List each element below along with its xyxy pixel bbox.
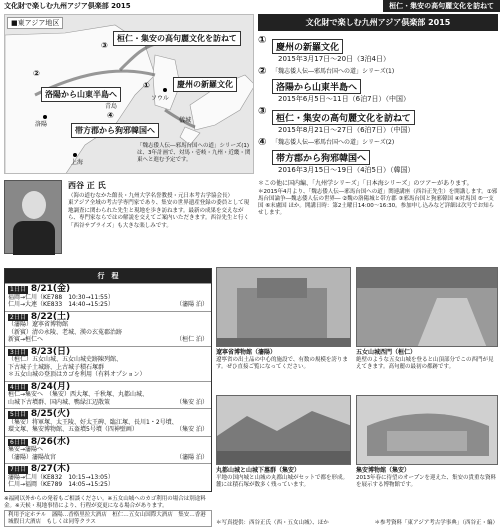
program-title: 洛陽から山東半島へ — [272, 79, 361, 94]
guide-name: 西谷 正 氏 — [68, 181, 106, 190]
caption-wandu-mountain-city — [216, 467, 351, 489]
program-list — [258, 35, 498, 175]
day-line: 仁川→福岡（KE789 14:05→15:25） — [8, 481, 114, 488]
map-label-daifang: 帯方郡から狗邪韓国へ — [71, 123, 159, 138]
top-bar — [0, 0, 500, 12]
day-stay: （桓仁 泊） — [176, 336, 208, 343]
caption-liaoning-museum — [216, 349, 351, 371]
program-date: 2015年6月5日〜11日（6泊7日）（中国） — [278, 95, 411, 103]
itinerary-day — [5, 311, 211, 346]
map-label-goguryeo: 桓仁・集安の高句麗文化を訪ねて — [113, 31, 241, 46]
program-number: ③ — [258, 106, 267, 117]
place-yusong: 儀城 — [179, 117, 192, 124]
day-date: 8/25(火) — [30, 409, 71, 419]
day-badge: 6日目 — [10, 438, 26, 446]
day-line: 新賓→桓仁へ — [8, 336, 44, 343]
footnotes — [216, 518, 498, 526]
day-line: （集安）将軍塚、太王陵、好太王碑、臨江塚、長川1・2号墳、 — [8, 418, 178, 426]
map-num-2: ② — [33, 69, 40, 78]
day-stay: （瀋陽 泊） — [176, 301, 208, 308]
caption-title: 五女山城西門（桓仁） — [356, 349, 417, 356]
program-item — [258, 66, 498, 104]
day-line: 集安→瀋陽へ — [8, 446, 44, 453]
caption-text: 平地の国内城と山城の丸都山城がセットで都を形成。麓には積石塚が数多く残っています。 — [216, 475, 349, 488]
itinerary-day — [5, 346, 211, 381]
day-line: 山城下古墳群、国内城、鴨緑江辺散策 — [8, 398, 111, 406]
program-date: 2016年3月15日〜19日（4泊5日）（韓国） — [278, 166, 415, 174]
day-badge: 2日目 — [10, 313, 26, 321]
day-stay: （瀋陽 泊） — [176, 453, 208, 461]
program-item — [258, 35, 498, 64]
tour-title-banner: 桓仁・集安の高句麗文化を訪ねて — [383, 0, 500, 12]
caption-text: 2013年春に待望のオープンを迎えた、集安の貴重な資料を展示する博物館です。 — [356, 475, 497, 488]
day-line: （瀋陽）遼寧省博物館 — [8, 321, 69, 328]
day-line: （瀋陽）瀋陽故宮 — [8, 453, 57, 461]
itinerary-table — [4, 268, 212, 492]
itinerary-header: 行 程 — [5, 269, 211, 283]
program-series: 「魏志倭人伝―邪馬台国への道」シリーズ(1) — [272, 68, 395, 75]
map-num-3: ③ — [101, 41, 108, 50]
place-shanghai: 上海 — [71, 159, 84, 166]
caption-wunu-west-gate — [356, 349, 498, 371]
itinerary-day — [5, 283, 211, 311]
map-label-luoyang: 洛陽から山東半島へ — [41, 87, 121, 102]
hotel-info: 利用予定ホテル 瀋陽…香格里拉大酒店 桓仁…五女山国際大酒店 集安…香港城假日大酒店 もしくは同等クラス — [4, 510, 212, 527]
reference-note: ＊参考資料「東アジア考古学事典」（西谷正・編） — [374, 520, 498, 526]
day-date: 8/24(月) — [30, 381, 71, 392]
day-date: 8/26(水) — [30, 436, 71, 447]
itinerary-day — [5, 436, 211, 464]
photo-wunu-west-gate — [356, 267, 498, 347]
guide-photo — [4, 180, 62, 254]
caption-title: 丸都山城と山城下墓群（集安） — [216, 467, 301, 474]
itinerary-notes: ※福岡以外からの発着もご相談ください。※五女山城へのカゴ利用の場合は別途料金。※天候・現地事情により、行程が変更になる場合があります。 — [4, 496, 206, 509]
program-date: 2015年3月17日〜20日（3泊4日） — [278, 55, 390, 63]
itinerary-day — [5, 408, 211, 436]
program-title: 慶州の新羅文化 — [272, 39, 343, 54]
program-date: 2015年8月21日〜27日（6泊7日）（中国） — [278, 126, 415, 134]
guide-profile — [4, 180, 254, 266]
day-date: 8/21(金) — [30, 284, 71, 294]
east-asia-map — [4, 14, 254, 174]
map-note: 「魏志倭人伝―邪馬台国への道」シリーズ(1)は、3年計画で、対馬・壱岐・九州・近畿・関東へと進む予定です。 — [137, 143, 251, 163]
program-title: 桓仁・集安の高句麗文化を訪ねて — [272, 110, 415, 125]
day-badge: 3日目 — [10, 348, 26, 356]
program-note: ＊この他に国内編、「九州学シリーズ」「日本海シリーズ」のツアーがあります。 — [258, 180, 473, 187]
program-item — [258, 106, 498, 135]
program-number: ② — [258, 66, 267, 77]
photo-jian-museum — [356, 395, 498, 465]
caption-title: 遼寧省博物館（瀋陽） — [216, 349, 277, 356]
guide-description: 東アジア全域の考古学専門家であり、集安の世界遺産登録の委員として現地調査に関わられた先生と現地を歩き訪ねます。最新の成果を交えながら、専門家ならではの解説を交えてご案内いただきます。西谷先生と行く「西谷サプライズ」も大きな楽しみです。 — [68, 200, 250, 229]
place-seoul: ソウル — [151, 95, 169, 102]
caption-jian-museum — [356, 467, 498, 489]
itinerary-day — [5, 463, 211, 491]
day-badge: 5日目 — [10, 411, 26, 418]
program-number: ① — [258, 35, 267, 46]
caption-title: 集安博物館（集安） — [356, 467, 411, 474]
series-title: 文化財で楽しむ九州アジア倶楽部 2015 — [4, 2, 131, 10]
program-title: 帯方郡から狗邪韓国へ — [272, 150, 370, 165]
program-number: ④ — [258, 137, 267, 148]
day-date: 8/23(日) — [30, 346, 71, 357]
day-line: （桓仁）五女山城、五女山城史跡陳列館、 — [8, 356, 123, 363]
caption-text: 絶壁のような五女山城を登ると山頂部分でこの西門が見えてきます。高句麗の最初の都跡です。 — [356, 357, 494, 370]
photo-credit: ＊写真提供：西谷正氏（西・五女山城）、ほか — [216, 520, 329, 526]
photo-wandu-mountain-city — [216, 395, 351, 465]
day-line: 仁川→大連（KE833 14:40→15:25） — [8, 301, 114, 308]
map-label-silla: 慶州の新羅文化 — [173, 77, 237, 92]
day-badge: 1日目 — [10, 286, 26, 293]
day-badge: 4日目 — [10, 383, 26, 391]
map-num-4: ④ — [107, 111, 114, 120]
day-line: 下古城子土城跡、上古城子積石塚群 — [8, 363, 105, 371]
day-stay: （集安 泊） — [176, 398, 208, 406]
caption-text: 遼寧省の出土品の中心的施設で、有数の規模を誇ります。ぜひ直接ご覧になってください。 — [216, 357, 348, 370]
place-luoyang: 洛陽 — [35, 121, 48, 128]
program-series: 「魏志倭人伝―邪馬台国への道」シリーズ(2) — [272, 139, 395, 146]
day-line: 瀋陽→仁川（KE832 10:15→13:05） — [8, 473, 114, 481]
itinerary-day — [5, 381, 211, 409]
day-line: 環文塚、集安博物館、五盔墳5号墳（四神壁画） — [8, 426, 138, 433]
day-line: （新賓）清の永陵、老城、漢の玄菟郡治跡 — [8, 328, 123, 336]
map-region-tag: ■東アジア地区 — [7, 17, 63, 29]
day-date: 8/22(土) — [30, 311, 71, 322]
program-item — [258, 137, 498, 175]
program-list-panel — [258, 14, 498, 217]
lecture-info: ＊2015年4月より、「魏志倭人伝―邪馬台国への道」関連講座（西谷正先生）を開講します。①邪馬台国論争―魏志倭人伝の世界― ②魏の洛陽城と帯方郡 ③邪馬台国と狗邪韓国 ④対馬国 ⑤一支国 ⑥末盧国 ほか。開講日時：第2土曜日14:00〜16:30。参加申し込みなど詳細は次号でお知らせします。 — [258, 189, 498, 216]
day-stay: （集安 泊） — [176, 426, 208, 433]
day-badge: 7日目 — [10, 466, 26, 473]
photo-liaoning-museum — [216, 267, 351, 347]
map-num-1: ① — [143, 81, 150, 90]
place-qingdao: 青島 — [105, 103, 118, 110]
program-list-header: 文化財で楽しむ九州アジア倶楽部 2015 — [258, 14, 498, 31]
guide-role: （海の道むなかた館長・九州大学名誉教授・元日本考古学協会長） — [68, 193, 234, 199]
day-line: 桓仁→集安へ （集安）西大塚、千秋塚、丸都山城、 — [8, 391, 149, 398]
day-date: 8/27(木) — [30, 464, 71, 474]
day-line: ＊五女山城の登頂はカゴを利用（有料オプション） — [8, 371, 146, 378]
day-line: 福岡→仁川（KE788 10:30→11:55） — [8, 293, 114, 301]
